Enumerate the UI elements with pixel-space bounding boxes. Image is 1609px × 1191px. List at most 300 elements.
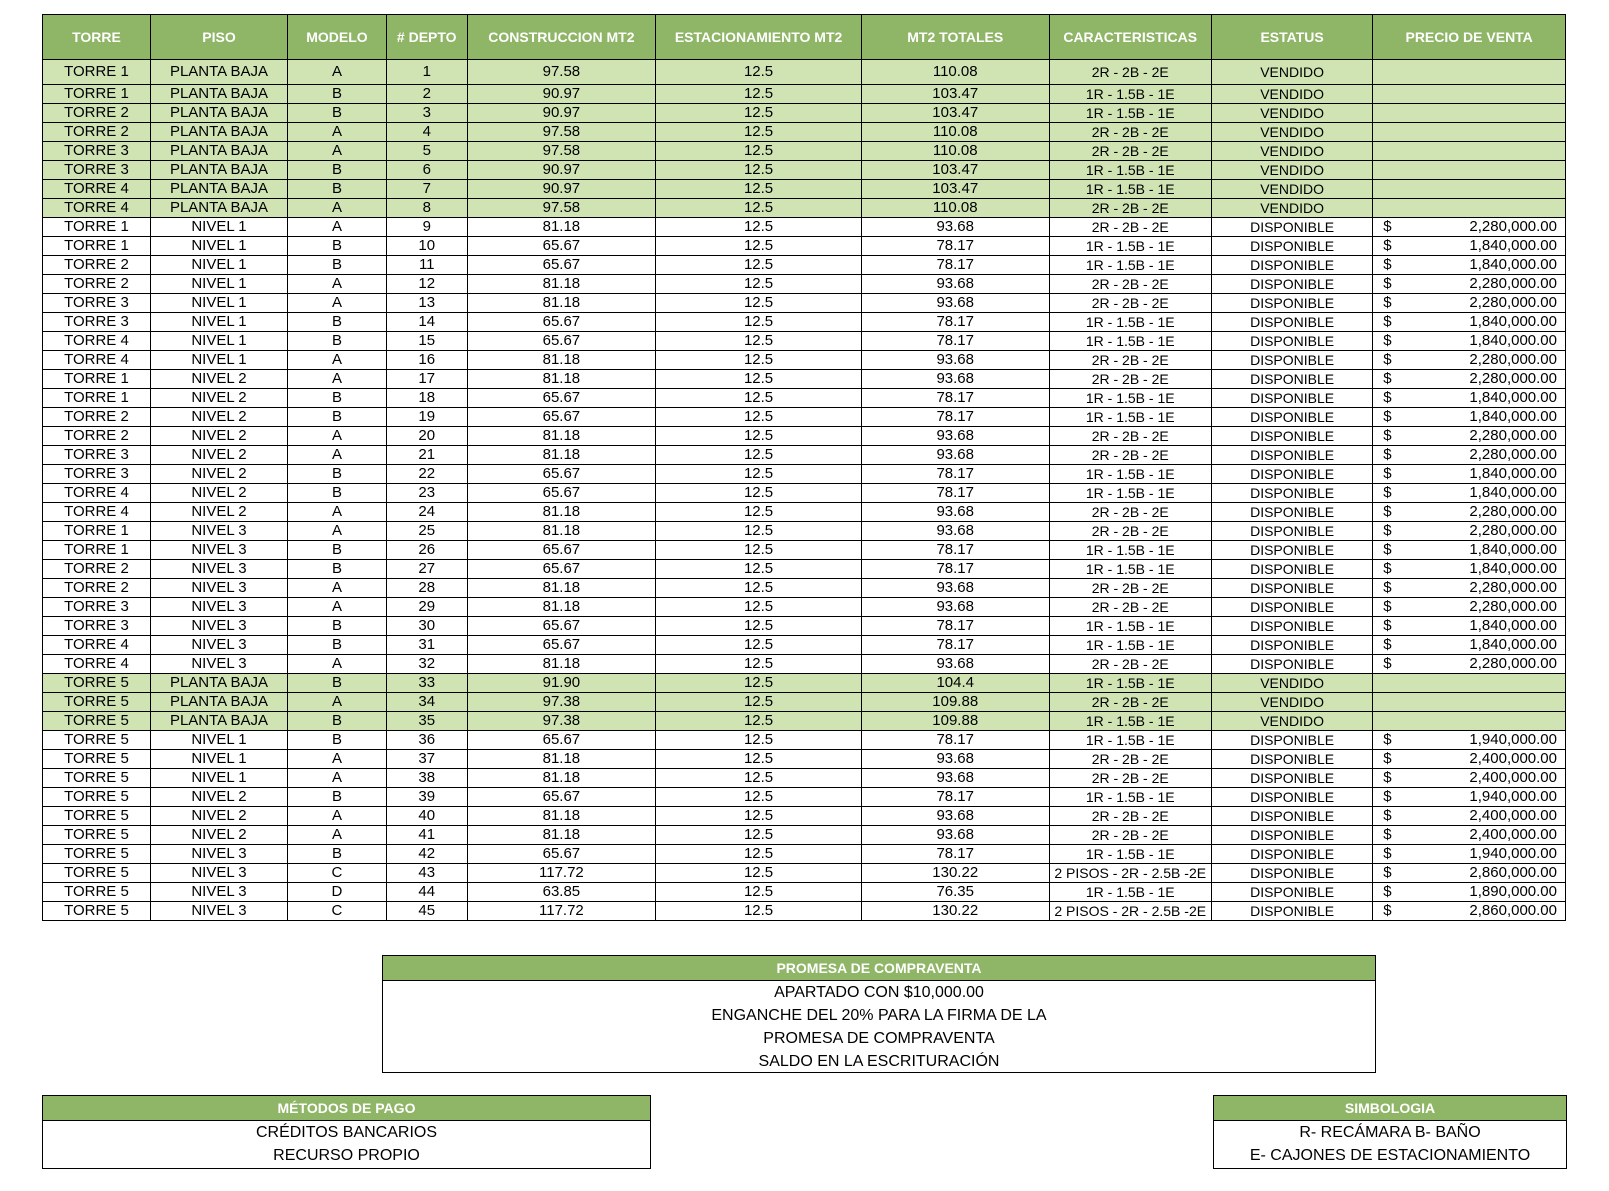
cell-precio — [1373, 503, 1566, 522]
cell-torre: TORRE 5 — [43, 788, 151, 807]
cell-depto: 39 — [386, 788, 467, 807]
cell-modelo: D — [288, 883, 387, 902]
cell-estacionamiento: 12.5 — [656, 408, 862, 427]
cell-depto: 19 — [386, 408, 467, 427]
cell-piso: NIVEL 3 — [150, 579, 287, 598]
currency-symbol: $ — [1383, 769, 1392, 786]
cell-construccion: 81.18 — [467, 446, 656, 465]
table-row — [43, 883, 1566, 902]
cell-estatus: VENDIDO — [1211, 180, 1372, 199]
cell-construccion: 65.67 — [467, 541, 656, 560]
cell-piso: PLANTA BAJA — [150, 60, 287, 85]
cell-torre: TORRE 5 — [43, 674, 151, 693]
cell-totales: 130.22 — [861, 902, 1049, 921]
cell-piso: PLANTA BAJA — [150, 693, 287, 712]
cell-depto: 35 — [386, 712, 467, 731]
table-row — [43, 85, 1566, 104]
currency-symbol: $ — [1383, 446, 1392, 463]
cell-precio — [1373, 579, 1566, 598]
cell-construccion: 81.18 — [467, 503, 656, 522]
cell-depto: 42 — [386, 845, 467, 864]
cell-estatus: DISPONIBLE — [1211, 845, 1372, 864]
cell-caracteristicas: 1R - 1.5B - 1E — [1049, 636, 1211, 655]
cell-depto: 31 — [386, 636, 467, 655]
cell-totales: 109.88 — [861, 712, 1049, 731]
cell-totales: 93.68 — [861, 826, 1049, 845]
table-row — [43, 788, 1566, 807]
cell-depto: 11 — [386, 256, 467, 275]
cell-construccion: 65.67 — [467, 560, 656, 579]
cell-depto: 37 — [386, 750, 467, 769]
cell-totales: 93.68 — [861, 275, 1049, 294]
header-piso: PISO — [150, 15, 287, 60]
cell-caracteristicas: 1R - 1.5B - 1E — [1049, 674, 1211, 693]
price-amount: 1,840,000.00 — [1469, 408, 1557, 425]
simbologia-line: E- CAJONES DE ESTACIONAMIENTO — [1249, 1147, 1531, 1164]
table-row — [43, 674, 1566, 693]
cell-caracteristicas: 1R - 1.5B - 1E — [1049, 313, 1211, 332]
cell-construccion: 90.97 — [467, 161, 656, 180]
cell-totales: 93.68 — [861, 769, 1049, 788]
cell-modelo: B — [288, 408, 387, 427]
price-amount: 1,840,000.00 — [1469, 636, 1557, 653]
cell-totales: 78.17 — [861, 256, 1049, 275]
currency-symbol: $ — [1383, 807, 1392, 824]
cell-torre: TORRE 4 — [43, 180, 151, 199]
cell-depto: 32 — [386, 655, 467, 674]
cell-estacionamiento: 12.5 — [656, 351, 862, 370]
cell-totales: 93.68 — [861, 370, 1049, 389]
cell-torre: TORRE 3 — [43, 313, 151, 332]
cell-caracteristicas: 1R - 1.5B - 1E — [1049, 788, 1211, 807]
cell-estacionamiento: 12.5 — [656, 503, 862, 522]
cell-modelo: B — [288, 85, 387, 104]
table-row — [43, 636, 1566, 655]
table-row — [43, 465, 1566, 484]
cell-precio — [1373, 142, 1566, 161]
price-amount: 2,280,000.00 — [1469, 218, 1557, 235]
cell-construccion: 117.72 — [467, 864, 656, 883]
cell-precio — [1373, 807, 1566, 826]
cell-estatus: VENDIDO — [1211, 142, 1372, 161]
cell-totales: 78.17 — [861, 484, 1049, 503]
cell-estacionamiento: 12.5 — [656, 446, 862, 465]
cell-modelo: A — [288, 218, 387, 237]
price-amount: 2,280,000.00 — [1469, 655, 1557, 672]
cell-caracteristicas: 1R - 1.5B - 1E — [1049, 845, 1211, 864]
cell-estatus: VENDIDO — [1211, 161, 1372, 180]
table-row — [43, 902, 1566, 921]
currency-symbol: $ — [1383, 465, 1392, 482]
table-row — [43, 351, 1566, 370]
price-amount: 2,280,000.00 — [1469, 294, 1557, 311]
cell-modelo: B — [288, 788, 387, 807]
cell-estatus: VENDIDO — [1211, 199, 1372, 218]
cell-estatus: DISPONIBLE — [1211, 826, 1372, 845]
cell-modelo: A — [288, 826, 387, 845]
simbologia-box — [1213, 1095, 1567, 1169]
cell-totales: 76.35 — [861, 883, 1049, 902]
currency-symbol: $ — [1383, 617, 1392, 634]
cell-depto: 6 — [386, 161, 467, 180]
cell-piso: NIVEL 1 — [150, 218, 287, 237]
cell-construccion: 97.58 — [467, 123, 656, 142]
cell-construccion: 65.67 — [467, 731, 656, 750]
price-amount: 1,840,000.00 — [1469, 484, 1557, 501]
cell-piso: NIVEL 1 — [150, 351, 287, 370]
cell-precio — [1373, 693, 1566, 712]
price-amount: 2,280,000.00 — [1469, 446, 1557, 463]
cell-caracteristicas: 1R - 1.5B - 1E — [1049, 712, 1211, 731]
table-row — [43, 731, 1566, 750]
cell-depto: 22 — [386, 465, 467, 484]
cell-piso: NIVEL 3 — [150, 541, 287, 560]
cell-construccion: 81.18 — [467, 275, 656, 294]
cell-estatus: DISPONIBLE — [1211, 294, 1372, 313]
cell-precio — [1373, 123, 1566, 142]
cell-totales: 78.17 — [861, 237, 1049, 256]
cell-totales: 93.68 — [861, 807, 1049, 826]
cell-modelo: A — [288, 693, 387, 712]
currency-symbol: $ — [1383, 636, 1392, 653]
cell-precio — [1373, 560, 1566, 579]
currency-symbol: $ — [1383, 389, 1392, 406]
cell-totales: 93.68 — [861, 750, 1049, 769]
currency-symbol: $ — [1383, 750, 1392, 767]
cell-caracteristicas: 2R - 2B - 2E — [1049, 60, 1211, 85]
cell-estatus: DISPONIBLE — [1211, 484, 1372, 503]
currency-symbol: $ — [1383, 370, 1392, 387]
price-amount: 1,840,000.00 — [1469, 541, 1557, 558]
cell-depto: 26 — [386, 541, 467, 560]
cell-estacionamiento: 12.5 — [656, 712, 862, 731]
cell-construccion: 63.85 — [467, 883, 656, 902]
cell-depto: 38 — [386, 769, 467, 788]
cell-modelo: A — [288, 655, 387, 674]
table-row — [43, 427, 1566, 446]
price-amount: 1,940,000.00 — [1469, 788, 1557, 805]
cell-construccion: 81.18 — [467, 522, 656, 541]
price-amount: 1,840,000.00 — [1469, 465, 1557, 482]
cell-torre: TORRE 5 — [43, 864, 151, 883]
cell-totales: 93.68 — [861, 598, 1049, 617]
cell-estacionamiento: 12.5 — [656, 541, 862, 560]
cell-modelo: B — [288, 484, 387, 503]
cell-estacionamiento: 12.5 — [656, 332, 862, 351]
cell-caracteristicas: 2R - 2B - 2E — [1049, 294, 1211, 313]
cell-totales: 93.68 — [861, 579, 1049, 598]
cell-caracteristicas: 2R - 2B - 2E — [1049, 579, 1211, 598]
cell-modelo: A — [288, 370, 387, 389]
cell-torre: TORRE 4 — [43, 199, 151, 218]
simbologia-title: SIMBOLOGIA — [1214, 1096, 1566, 1121]
cell-estatus: DISPONIBLE — [1211, 655, 1372, 674]
price-amount: 2,860,000.00 — [1469, 864, 1557, 881]
price-amount: 1,840,000.00 — [1469, 332, 1557, 349]
cell-totales: 104.4 — [861, 674, 1049, 693]
cell-depto: 9 — [386, 218, 467, 237]
cell-caracteristicas: 1R - 1.5B - 1E — [1049, 180, 1211, 199]
cell-modelo: B — [288, 180, 387, 199]
cell-totales: 78.17 — [861, 408, 1049, 427]
cell-estatus: DISPONIBLE — [1211, 883, 1372, 902]
table-row — [43, 142, 1566, 161]
cell-torre: TORRE 1 — [43, 218, 151, 237]
cell-precio — [1373, 750, 1566, 769]
cell-construccion: 81.18 — [467, 218, 656, 237]
price-amount: 2,280,000.00 — [1469, 351, 1557, 368]
cell-totales: 130.22 — [861, 864, 1049, 883]
cell-piso: NIVEL 3 — [150, 636, 287, 655]
cell-depto: 15 — [386, 332, 467, 351]
currency-symbol: $ — [1383, 294, 1392, 311]
price-amount: 2,280,000.00 — [1469, 427, 1557, 444]
cell-torre: TORRE 3 — [43, 446, 151, 465]
cell-construccion: 65.67 — [467, 389, 656, 408]
table-row — [43, 655, 1566, 674]
cell-piso: NIVEL 3 — [150, 655, 287, 674]
header-estatus: ESTATUS — [1211, 15, 1372, 60]
cell-torre: TORRE 1 — [43, 370, 151, 389]
currency-symbol: $ — [1383, 655, 1392, 672]
cell-estacionamiento: 12.5 — [656, 237, 862, 256]
cell-torre: TORRE 1 — [43, 85, 151, 104]
cell-caracteristicas: 1R - 1.5B - 1E — [1049, 256, 1211, 275]
cell-totales: 93.68 — [861, 503, 1049, 522]
cell-precio — [1373, 845, 1566, 864]
cell-estatus: VENDIDO — [1211, 123, 1372, 142]
cell-estatus: DISPONIBLE — [1211, 313, 1372, 332]
table-row — [43, 693, 1566, 712]
cell-torre: TORRE 2 — [43, 123, 151, 142]
cell-caracteristicas: 1R - 1.5B - 1E — [1049, 408, 1211, 427]
cell-totales: 93.68 — [861, 351, 1049, 370]
header-construccion: CONSTRUCCION MT2 — [467, 15, 656, 60]
cell-estatus: DISPONIBLE — [1211, 750, 1372, 769]
cell-estacionamiento: 12.5 — [656, 655, 862, 674]
cell-piso: NIVEL 1 — [150, 256, 287, 275]
cell-construccion: 81.18 — [467, 807, 656, 826]
cell-piso: NIVEL 3 — [150, 598, 287, 617]
cell-torre: TORRE 2 — [43, 275, 151, 294]
table-row — [43, 370, 1566, 389]
table-row — [43, 275, 1566, 294]
cell-estatus: DISPONIBLE — [1211, 389, 1372, 408]
cell-piso: NIVEL 3 — [150, 845, 287, 864]
cell-precio — [1373, 427, 1566, 446]
table-row — [43, 617, 1566, 636]
cell-estatus: VENDIDO — [1211, 104, 1372, 123]
table-row — [43, 560, 1566, 579]
cell-depto: 43 — [386, 864, 467, 883]
cell-estacionamiento: 12.5 — [656, 902, 862, 921]
price-amount: 1,890,000.00 — [1469, 883, 1557, 900]
header-caracteristicas: CARACTERISTICAS — [1049, 15, 1211, 60]
cell-depto: 45 — [386, 902, 467, 921]
cell-estacionamiento: 12.5 — [656, 617, 862, 636]
price-amount: 2,400,000.00 — [1469, 769, 1557, 786]
cell-construccion: 65.67 — [467, 237, 656, 256]
cell-piso: PLANTA BAJA — [150, 85, 287, 104]
cell-caracteristicas: 2R - 2B - 2E — [1049, 275, 1211, 294]
cell-torre: TORRE 5 — [43, 712, 151, 731]
cell-modelo: A — [288, 275, 387, 294]
cell-caracteristicas: 2R - 2B - 2E — [1049, 826, 1211, 845]
cell-caracteristicas: 2R - 2B - 2E — [1049, 807, 1211, 826]
cell-piso: NIVEL 3 — [150, 617, 287, 636]
cell-construccion: 65.67 — [467, 313, 656, 332]
cell-modelo: A — [288, 142, 387, 161]
promesa-line: ENGANCHE DEL 20% PARA LA FIRMA DE LA — [711, 1007, 1047, 1024]
cell-precio — [1373, 712, 1566, 731]
cell-construccion: 65.67 — [467, 636, 656, 655]
cell-construccion: 81.18 — [467, 750, 656, 769]
table-row — [43, 161, 1566, 180]
cell-modelo: B — [288, 465, 387, 484]
cell-depto: 21 — [386, 446, 467, 465]
cell-precio — [1373, 883, 1566, 902]
cell-totales: 93.68 — [861, 446, 1049, 465]
cell-precio — [1373, 370, 1566, 389]
cell-totales: 78.17 — [861, 636, 1049, 655]
cell-estatus: DISPONIBLE — [1211, 351, 1372, 370]
cell-modelo: A — [288, 199, 387, 218]
cell-precio — [1373, 655, 1566, 674]
table-row — [43, 218, 1566, 237]
cell-torre: TORRE 4 — [43, 503, 151, 522]
cell-precio — [1373, 484, 1566, 503]
cell-depto: 2 — [386, 85, 467, 104]
header-depto: # DEPTO — [386, 15, 467, 60]
cell-modelo: B — [288, 560, 387, 579]
cell-depto: 44 — [386, 883, 467, 902]
cell-construccion: 65.67 — [467, 408, 656, 427]
cell-totales: 78.17 — [861, 389, 1049, 408]
cell-estatus: DISPONIBLE — [1211, 541, 1372, 560]
cell-torre: TORRE 4 — [43, 332, 151, 351]
currency-symbol: $ — [1383, 788, 1392, 805]
table-row — [43, 579, 1566, 598]
cell-depto: 10 — [386, 237, 467, 256]
cell-caracteristicas: 2R - 2B - 2E — [1049, 123, 1211, 142]
currency-symbol: $ — [1383, 484, 1392, 501]
cell-estacionamiento: 12.5 — [656, 693, 862, 712]
cell-estatus: DISPONIBLE — [1211, 788, 1372, 807]
cell-construccion: 65.67 — [467, 465, 656, 484]
table-row — [43, 104, 1566, 123]
cell-precio — [1373, 598, 1566, 617]
cell-precio — [1373, 218, 1566, 237]
table-row — [43, 807, 1566, 826]
cell-piso: NIVEL 1 — [150, 332, 287, 351]
cell-modelo: A — [288, 503, 387, 522]
cell-modelo: A — [288, 579, 387, 598]
cell-depto: 4 — [386, 123, 467, 142]
cell-torre: TORRE 1 — [43, 60, 151, 85]
cell-precio — [1373, 465, 1566, 484]
cell-caracteristicas: 2R - 2B - 2E — [1049, 427, 1211, 446]
table-row — [43, 446, 1566, 465]
currency-symbol: $ — [1383, 218, 1392, 235]
cell-construccion: 65.67 — [467, 788, 656, 807]
cell-precio — [1373, 731, 1566, 750]
table-body — [43, 60, 1566, 921]
cell-piso: NIVEL 1 — [150, 731, 287, 750]
cell-totales: 103.47 — [861, 161, 1049, 180]
cell-modelo: A — [288, 598, 387, 617]
cell-torre: TORRE 2 — [43, 579, 151, 598]
cell-torre: TORRE 4 — [43, 484, 151, 503]
cell-construccion: 65.67 — [467, 845, 656, 864]
cell-caracteristicas: 1R - 1.5B - 1E — [1049, 560, 1211, 579]
table-row — [43, 845, 1566, 864]
cell-construccion: 97.58 — [467, 199, 656, 218]
cell-estacionamiento: 12.5 — [656, 465, 862, 484]
cell-totales: 93.68 — [861, 218, 1049, 237]
cell-piso: NIVEL 2 — [150, 807, 287, 826]
price-amount: 2,280,000.00 — [1469, 579, 1557, 596]
cell-precio — [1373, 389, 1566, 408]
cell-torre: TORRE 5 — [43, 693, 151, 712]
cell-estacionamiento: 12.5 — [656, 883, 862, 902]
cell-depto: 1 — [386, 60, 467, 85]
price-amount: 2,400,000.00 — [1469, 750, 1557, 767]
cell-totales: 78.17 — [861, 465, 1049, 484]
cell-estatus: DISPONIBLE — [1211, 256, 1372, 275]
cell-piso: NIVEL 3 — [150, 522, 287, 541]
cell-estatus: DISPONIBLE — [1211, 370, 1372, 389]
header-estacionamiento: ESTACIONAMIENTO MT2 — [656, 15, 862, 60]
cell-construccion: 81.18 — [467, 598, 656, 617]
currency-symbol: $ — [1383, 503, 1392, 520]
cell-piso: PLANTA BAJA — [150, 199, 287, 218]
cell-caracteristicas: 1R - 1.5B - 1E — [1049, 85, 1211, 104]
cell-estatus: DISPONIBLE — [1211, 617, 1372, 636]
cell-depto: 24 — [386, 503, 467, 522]
currency-symbol: $ — [1383, 351, 1392, 368]
cell-depto: 12 — [386, 275, 467, 294]
cell-totales: 78.17 — [861, 731, 1049, 750]
cell-modelo: A — [288, 750, 387, 769]
cell-estacionamiento: 12.5 — [656, 389, 862, 408]
cell-torre: TORRE 5 — [43, 769, 151, 788]
cell-depto: 30 — [386, 617, 467, 636]
cell-piso: NIVEL 2 — [150, 788, 287, 807]
cell-torre: TORRE 4 — [43, 351, 151, 370]
cell-construccion: 117.72 — [467, 902, 656, 921]
currency-symbol: $ — [1383, 560, 1392, 577]
cell-estatus: DISPONIBLE — [1211, 807, 1372, 826]
cell-modelo: C — [288, 864, 387, 883]
metodos-line: RECURSO PROPIO — [273, 1147, 420, 1164]
cell-modelo: A — [288, 522, 387, 541]
cell-caracteristicas: 1R - 1.5B - 1E — [1049, 731, 1211, 750]
table-row — [43, 712, 1566, 731]
cell-estacionamiento: 12.5 — [656, 674, 862, 693]
cell-precio — [1373, 256, 1566, 275]
cell-piso: PLANTA BAJA — [150, 142, 287, 161]
cell-estatus: DISPONIBLE — [1211, 731, 1372, 750]
table-row — [43, 389, 1566, 408]
cell-construccion: 97.38 — [467, 712, 656, 731]
cell-construccion: 65.67 — [467, 332, 656, 351]
table-row — [43, 294, 1566, 313]
cell-depto: 3 — [386, 104, 467, 123]
cell-totales: 110.08 — [861, 123, 1049, 142]
cell-construccion: 90.97 — [467, 85, 656, 104]
cell-caracteristicas: 2R - 2B - 2E — [1049, 750, 1211, 769]
cell-depto: 27 — [386, 560, 467, 579]
